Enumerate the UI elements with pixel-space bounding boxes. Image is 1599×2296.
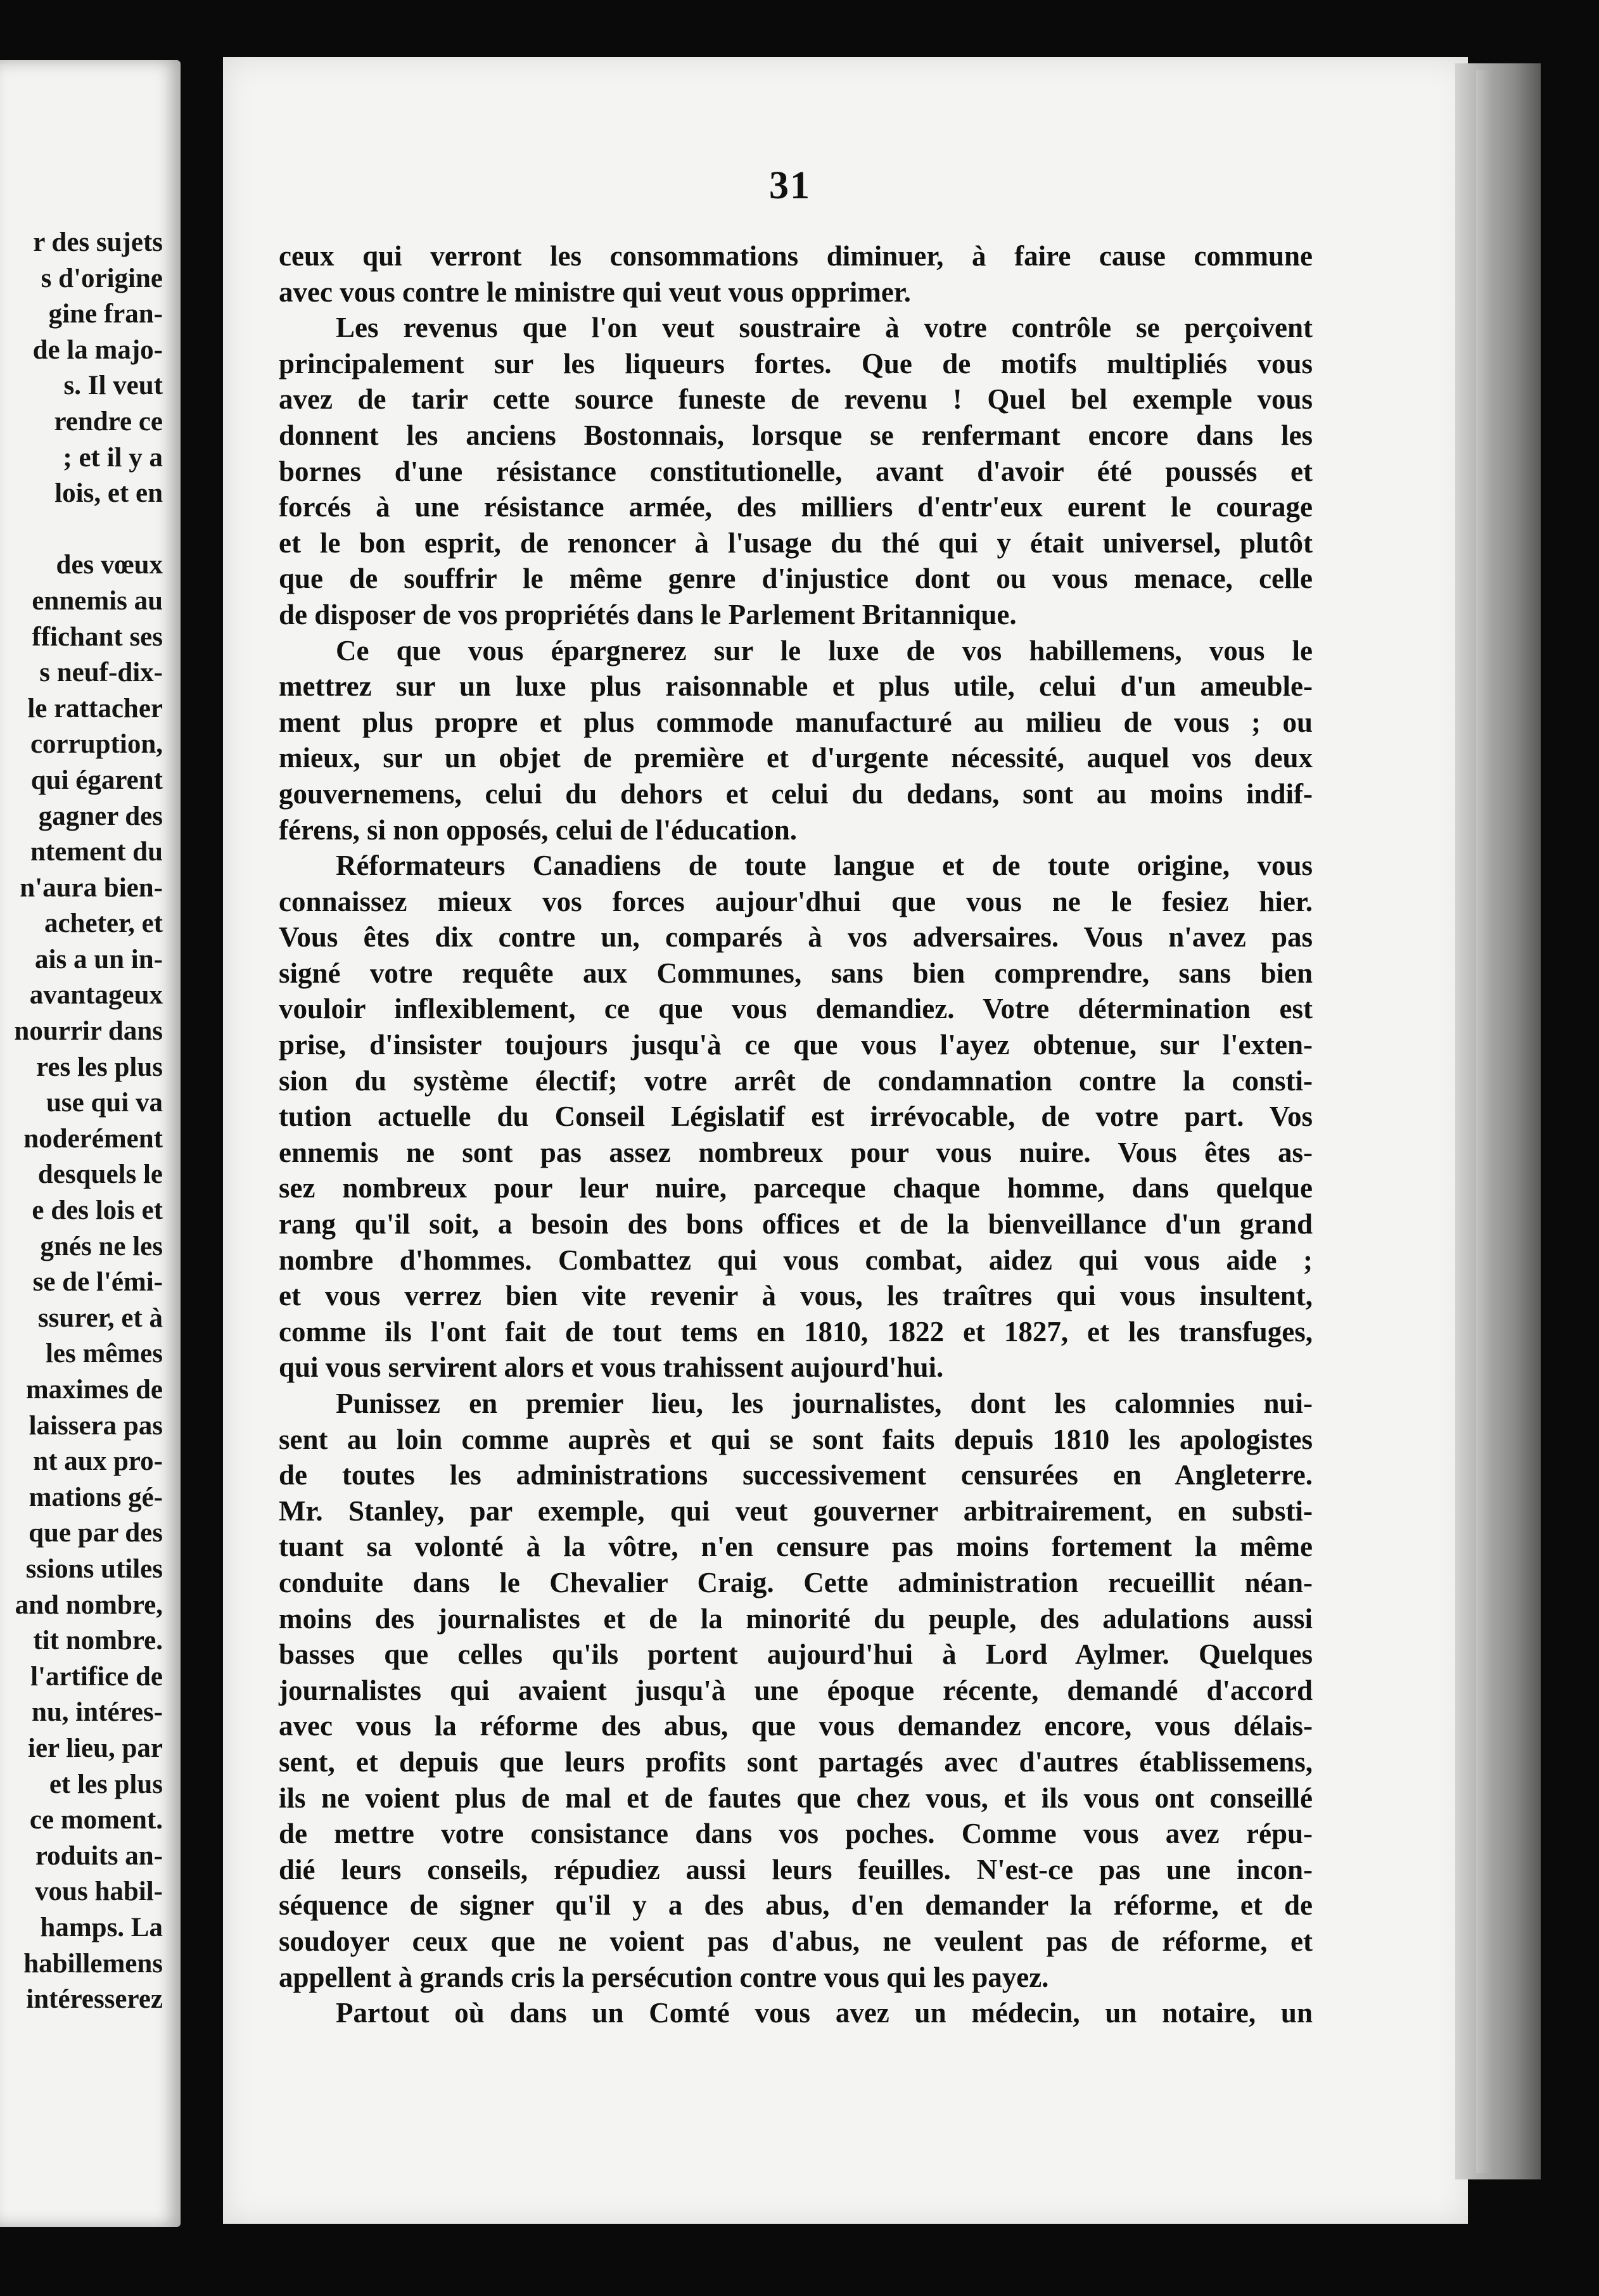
text-line: qui vous servirent alors et vous trahissent aujourd'hui. (279, 1351, 944, 1384)
left-page-line: avantageux (29, 980, 163, 1011)
left-page-line: ssions utiles (25, 1553, 163, 1584)
text-line: Les revenus que l'on veut soustraire à votre contrôle se perçoivent (336, 312, 1313, 344)
text-line: donnent les anciens Bostonnais, lorsque se renfermant encore dans les (279, 419, 1313, 451)
text-line: Punissez en premier lieu, les journalistes, dont les calomnies nui- (336, 1387, 1313, 1419)
text-line: ceux qui verront les consommations diminuer, à faire cause commune (279, 240, 1313, 272)
text-line: nombre d'hommes. Combattez qui vous combat, aidez qui vous aide ; (279, 1244, 1313, 1276)
text-line: séquence de signer qu'il y a des abus, d'en demander la réforme, et de (279, 1889, 1313, 1922)
text-line: Vous êtes dix contre un, comparés à vos adversaires. Vous n'avez pas (279, 921, 1313, 953)
text-line: avec vous la réforme des abus, que vous demandez encore, vous délais- (279, 1710, 1313, 1742)
left-page-line: de la majo- (32, 335, 163, 365)
page-edge-inner (1476, 70, 1495, 2173)
left-page-line: nourrir dans (14, 1016, 163, 1047)
text-line: férens, si non opposés, celui de l'éducation. (279, 813, 797, 846)
text-line: bornes d'une résistance constitutionelle, avant d'avoir été poussés et (279, 455, 1313, 487)
text-line: de disposer de vos propriétés dans le Parlement Britannique. (279, 598, 1017, 630)
text-line: sez nombreux pour leur nuire, parceque chaque homme, dans quelque (279, 1172, 1313, 1204)
left-page-line: e des lois et (32, 1196, 163, 1226)
text-line: Réformateurs Canadiens de toute langue et de toute origine, vous (336, 850, 1313, 882)
left-page-line: les mêmes (45, 1339, 163, 1369)
left-page-line: habillemens (23, 1948, 163, 1979)
left-page-line: laissera pas (29, 1410, 163, 1441)
page-number: 31 (769, 164, 811, 207)
left-page-line: ntement du (30, 837, 163, 867)
left-page-line: mations gé- (29, 1482, 163, 1512)
left-page-line: ssurer, et à (37, 1303, 163, 1333)
left-page-line: gagner des (38, 801, 163, 831)
left-page-line: s. Il veut (63, 371, 163, 401)
text-line: journalistes qui avaient jusqu'à une époque récente, demandé d'accord (279, 1674, 1313, 1706)
text-line: avec vous contre le ministre qui veut vous opprimer. (279, 276, 911, 308)
left-page-line: ffichant ses (32, 622, 163, 652)
text-line: dié leurs conseils, répudiez aussi leurs feuilles. N'est-ce pas une incon- (279, 1853, 1313, 1885)
text-line: avez de tarir cette source funeste de revenu ! Quel bel exemple vous (279, 383, 1313, 416)
left-page (0, 60, 181, 2227)
text-line: appellent à grands cris la persécution contre vous qui les payez. (279, 1961, 1049, 1993)
left-page-line (14, 512, 163, 548)
left-page-line: lois, et en (54, 478, 163, 509)
text-line: et le bon esprit, de renoncer à l'usage du thé qui y était universel, plutôt (279, 526, 1313, 559)
body-text (279, 238, 1313, 2031)
left-page-line: desquels le (37, 1159, 163, 1190)
left-page-line: intéresserez (26, 1984, 163, 2015)
left-page-line: l'artifice de (30, 1661, 163, 1692)
left-page-line: s neuf-dix- (39, 658, 163, 688)
text-line: sent au loin comme auprès et qui se sont faits depuis 1810 les apologistes (279, 1423, 1313, 1455)
text-line: Ce que vous épargnerez sur le luxe de vos habillemens, vous le (336, 634, 1313, 666)
text-line: comme ils l'ont fait de tout tems en 1810, 1822 et 1827, et les transfuges, (279, 1315, 1313, 1348)
text-line: basses que celles qu'ils portent aujourd'hui à Lord Aylmer. Quelques (279, 1638, 1313, 1671)
left-page-line: qui égarent (30, 765, 163, 795)
text-line: mieux, sur un objet de première et d'urgente nécessité, auquel vos deux (279, 742, 1313, 774)
left-page-line: res les plus (36, 1052, 163, 1082)
text-line: tuant sa volonté à la vôtre, n'en censure pas moins fortement la même (279, 1531, 1313, 1563)
text-line: ils ne voient plus de mal et de fautes que chez vous, et ils vous ont conseillé (279, 1782, 1313, 1814)
text-line: gouvernemens, celui du dehors et celui du dedans, sont au moins indif- (279, 777, 1313, 810)
text-line: rang qu'il soit, a besoin des bons offices et de la bienveillance d'un grand (279, 1208, 1313, 1240)
left-page-line: r des sujets (33, 227, 163, 257)
left-page-line: use qui va (46, 1088, 163, 1118)
text-line: mettrez sur un luxe plus raisonnable et plus utile, celui d'un ameuble- (279, 670, 1313, 703)
left-page-line: maximes de (25, 1375, 163, 1405)
text-line: conduite dans le Chevalier Craig. Cette administration recueillit néan- (279, 1566, 1313, 1598)
left-page-line: noderément (23, 1123, 163, 1154)
text-line: signé votre requête aux Communes, sans bien comprendre, sans bien (279, 957, 1313, 989)
left-page-line: gine fran- (48, 299, 163, 329)
left-page-line: ; et il y a (63, 442, 163, 473)
left-page-text (14, 225, 163, 2018)
text-line: ennemis ne sont pas assez nombreux pour vous nuire. Vous êtes as- (279, 1136, 1313, 1168)
left-page-line: le rattacher (27, 693, 163, 724)
left-page-line: gnés ne les (40, 1231, 163, 1261)
left-page-line: n'aura bien- (20, 872, 163, 903)
left-page-line: nu, intéres- (31, 1697, 163, 1728)
left-page-line: rendre ce (54, 406, 163, 437)
left-page-line: ce moment. (29, 1805, 163, 1835)
left-page-line: tit nombre. (33, 1626, 163, 1656)
left-page-line: hamps. La (40, 1912, 163, 1942)
left-page-line: se de l'émi- (32, 1267, 163, 1298)
text-line: moins des journalistes et de la minorité du peuple, des adulations aussi (279, 1602, 1313, 1635)
left-page-line: ier lieu, par (28, 1733, 163, 1763)
left-page-line: roduits an- (35, 1840, 163, 1871)
text-line: principalement sur les liqueurs fortes. Que de motifs multipliés vous (279, 347, 1313, 379)
left-page-line: et les plus (49, 1769, 163, 1799)
left-page-line: vous habil- (35, 1877, 163, 1907)
text-line: Partout où dans un Comté vous avez un médecin, un notaire, un (336, 1997, 1313, 2029)
left-page-line: ennemis au (32, 585, 163, 616)
text-line: sion du système électif; votre arrêt de condamnation contre la consti- (279, 1064, 1313, 1097)
left-page-line: and nombre, (15, 1590, 163, 1620)
text-line: soudoyer ceux que ne voient pas d'abus, ne veulent pas de réforme, et (279, 1925, 1313, 1957)
text-line: de mettre votre consistance dans vos poches. Comme vous avez répu- (279, 1818, 1313, 1850)
text-line: de toutes les administrations successivement censurées en Angleterre. (279, 1459, 1313, 1491)
left-page-line: s d'origine (41, 263, 163, 293)
left-page-line: des vœux (56, 550, 163, 580)
text-line: et vous verrez bien vite revenir à vous, les traîtres qui vous insultent, (279, 1280, 1313, 1312)
text-line: sent, et depuis que leurs profits sont partagés avec d'autres établissemens, (279, 1745, 1313, 1778)
left-page-line: que par des (29, 1518, 163, 1548)
page-edge (1455, 63, 1541, 2179)
text-line: prise, d'insister toujours jusqu'à ce que vous l'ayez obtenue, sur l'exten- (279, 1029, 1313, 1061)
text-line: vouloir inflexiblement, ce que vous demandiez. Votre détermination est (279, 993, 1313, 1025)
left-page-line: corruption, (30, 729, 163, 760)
text-line: forcés à une résistance armée, des milliers d'entr'eux eurent le courage (279, 491, 1313, 523)
text-line: Mr. Stanley, par exemple, qui veut gouverner arbitrairement, en substi- (279, 1495, 1313, 1527)
text-line: tution actuelle du Conseil Législatif est irrévocable, de votre part. Vos (279, 1100, 1313, 1133)
text-line: que de souffrir le même genre d'injustice dont ou vous menace, celle (279, 563, 1313, 595)
left-page-line: acheter, et (44, 909, 163, 939)
left-page-line: ais a un in- (35, 944, 163, 974)
text-line: connaissez mieux vos forces aujour'dhui que vous ne le fesiez hier. (279, 885, 1313, 917)
text-line: ment plus propre et plus commode manufacturé au milieu de vous ; ou (279, 706, 1313, 738)
left-page-line: nt aux pro- (33, 1446, 163, 1477)
